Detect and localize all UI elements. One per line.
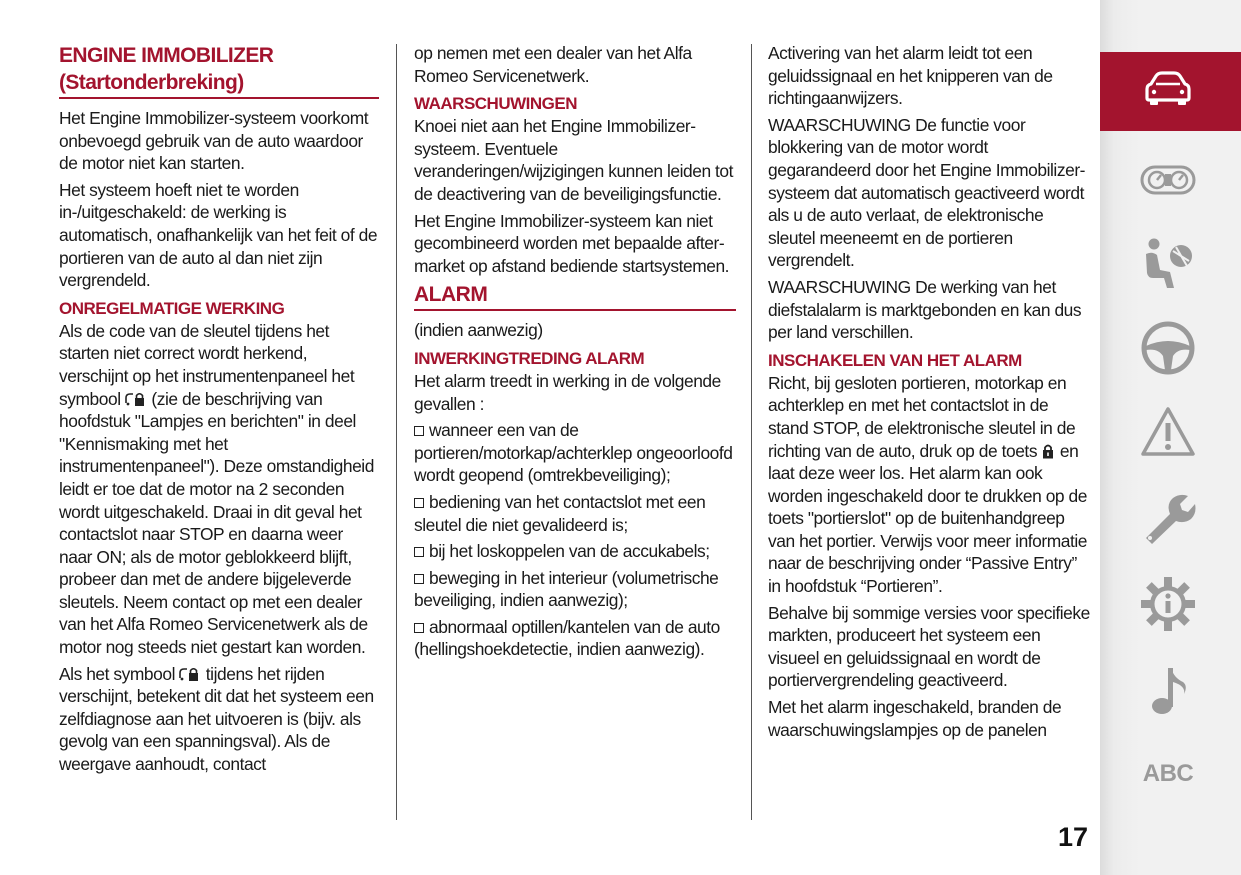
- paragraph: Het Engine Immobilizer-systeem voorkomt onbevoegd gebruik van de auto waardoor de motor niet kan starten.: [59, 108, 369, 174]
- checkbox-bullet-icon: [414, 498, 424, 508]
- section-title-engine-immobilizer: ENGINE IMMOBILIZER (Startonderbreking): [59, 42, 379, 99]
- paragraph: Het Engine Immobilizer-systeem kan niet gecombineerd worden met bepaalde after-market op afstand bediende startsystemen.: [414, 210, 730, 276]
- column-divider: [751, 44, 752, 820]
- column-divider: [396, 44, 397, 820]
- paragraph: (indien aanwezig): [414, 320, 543, 341]
- paragraph: Richt, bij gesloten portieren, motorkap en achterklep en met het contactslot in de stand STOP, de elektronische sleutel in de richting van de auto, druk op de toets en laat deze weer los. Het alarm kan ook worden ingeschakeld door te drukken op de toets "portierslot" op de buitenhandgreep van het portier. Verwijs voor meer informatie naar de beschrijving onder “Passive Entry” in hoofdstuk “Portieren”.: [768, 372, 1088, 597]
- list-item: abnormaal optillen/kantelen van de auto (hellingshoekdetectie, indien aanwezig).: [414, 616, 720, 660]
- paragraph: Met het alarm ingeschakeld, branden de waarschuwingslampjes op de panelen: [768, 697, 1062, 740]
- steering-wheel-icon[interactable]: [1140, 320, 1196, 376]
- airbag-seat-icon[interactable]: [1140, 236, 1196, 292]
- paragraph: Knoei niet aan het Engine Immobilizer-systeem. Eventuele veranderingen/wijzigingen kunnen leiden tot de deactivering van de beveiligingsfunctie.: [414, 116, 734, 204]
- paragraph: Het alarm treedt in werking in de volgende gevallen :: [414, 370, 721, 414]
- lock-icon: [1041, 443, 1055, 459]
- car-icon[interactable]: [1140, 62, 1196, 118]
- checkbox-bullet-icon: [414, 547, 424, 557]
- list-item: bij het loskoppelen van de accukabels;: [414, 540, 736, 563]
- list-item: beweging in het interieur (volumetrische beveiliging, indien aanwezig);: [414, 567, 719, 611]
- immobilizer-symbol-icon: [179, 666, 201, 682]
- checkbox-bullet-icon: [414, 426, 424, 436]
- paragraph: Activering van het alarm leidt tot een geluidssignaal en het knipperen van de richtingaanwijzers.: [768, 43, 1053, 109]
- gear-info-icon[interactable]: [1140, 576, 1196, 632]
- paragraph: Behalve bij sommige versies voor specifieke markten, produceert het systeem een visueel en geluidssignaal en wordt de portiervergrendeling geactiveerd.: [768, 602, 1090, 691]
- checkbox-bullet-icon: [414, 623, 424, 633]
- immobilizer-symbol-icon: [125, 391, 147, 407]
- list-item: wanneer een van de portieren/motorkap/achterklep ongeoorloofd wordt geopend (omtrekbeveiliging);: [414, 420, 733, 486]
- column-1: [59, 42, 379, 780]
- list-item: bediening van het contactslot met een sleutel die niet gevalideerd is;: [414, 491, 706, 535]
- paragraph: op nemen met een dealer van het Alfa Romeo Servicenetwerk.: [414, 43, 692, 86]
- heading-irregular-operation: ONREGELMATIGE WERKING: [59, 298, 285, 318]
- section-title-alarm: ALARM: [414, 281, 736, 311]
- paragraph: Als het symbool tijdens het rijden verschijnt, betekent dit dat het systeem een zelfdiagnose aan het uitvoeren is (bijv. als gevolg van een spanningsval). Als de weergave aanhoudt, contact: [59, 663, 374, 775]
- warning-triangle-icon[interactable]: [1140, 404, 1196, 460]
- page-number: 17: [1057, 822, 1088, 852]
- column-2: [414, 42, 736, 665]
- sidebar-item-index[interactable]: ABC: [1142, 760, 1194, 787]
- checkbox-bullet-icon: [414, 574, 424, 584]
- heading-arming-alarm: INSCHAKELEN VAN HET ALARM: [768, 350, 1022, 370]
- dashboard-gauges-icon[interactable]: [1140, 152, 1196, 208]
- music-note-icon[interactable]: [1140, 662, 1196, 718]
- paragraph: WAARSCHUWING De werking van het diefstalalarm is marktgebonden en kan dus per land verschillen.: [768, 276, 1082, 343]
- heading-warnings: WAARSCHUWINGEN: [414, 94, 577, 114]
- wrench-icon[interactable]: [1140, 490, 1196, 546]
- paragraph: Als de code van de sleutel tijdens het starten niet correct wordt herkend, verschijnt op het instrumentenpaneel het symbool (zie de beschrijving van hoofdstuk "Lampjes en berichten" in deel "Kennismaking met het instrumentenpaneel"). Deze omstandigheid leidt er toe dat de motor na 2 seconden wordt uitgeschakeld. Draai in dit geval het contactslot naar STOP en daarna weer naar ON; als de motor geblokkeerd blijft, probeer dan met de andere bijgeleverde sleutels. Neem contact op met een dealer van het Alfa Romeo Servicenetwerk als de motor nog steeds niet gestart kan worden.: [59, 320, 374, 658]
- paragraph: Het systeem hoeft niet te worden in-/uitgeschakeld: de werking is automatisch, onafhankelijk van het feit of de portieren van de auto al dan niet zijn vergrendeld.: [59, 179, 378, 291]
- column-3: [768, 42, 1090, 745]
- heading-alarm-activation: INWERKINGTREDING ALARM: [414, 348, 645, 368]
- paragraph: WAARSCHUWING De functie voor blokkering van de motor wordt gegarandeerd door het Engine Immobilizer-systeem dat automatisch geactiveerd wordt als u de auto verlaat, de elektronische sleutel meeneemt en de portieren vergrendelt.: [768, 114, 1085, 271]
